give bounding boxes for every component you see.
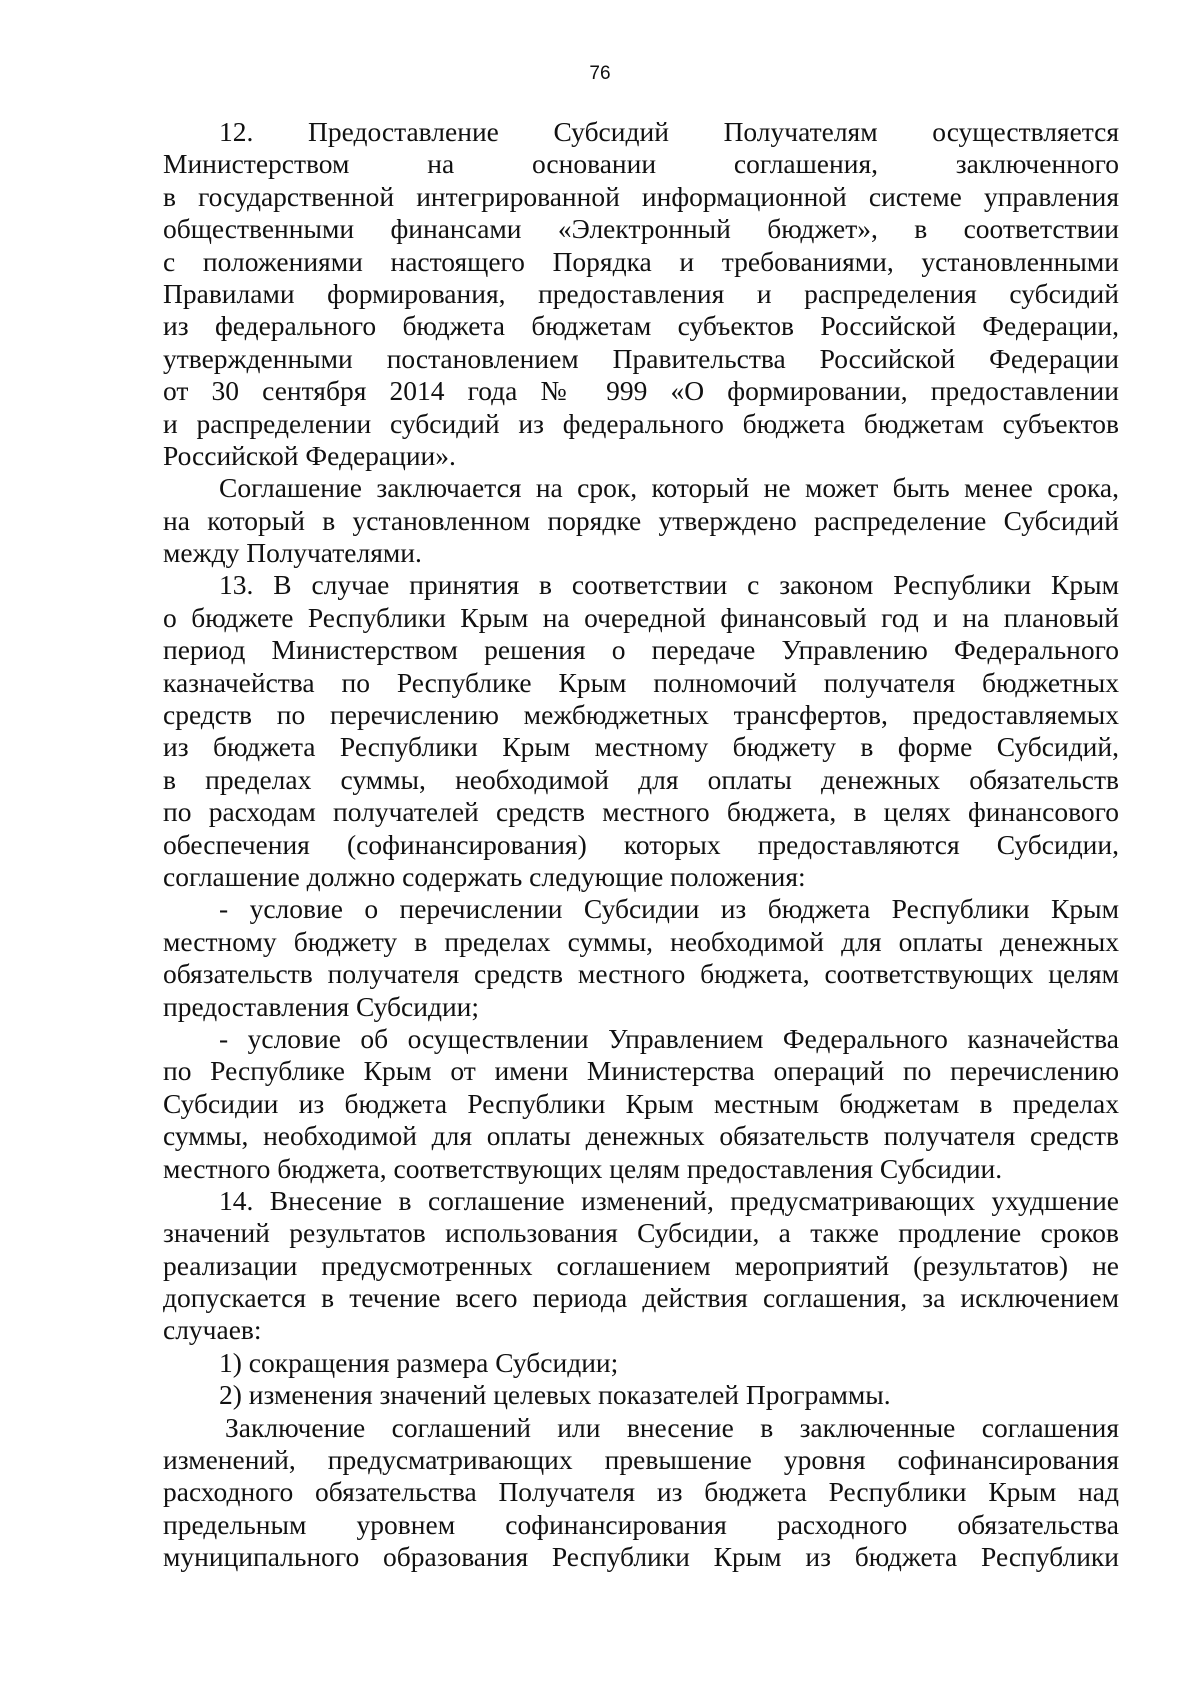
- paragraph-13-line: в пределах суммы, необходимой для оплаты денежных обязательств: [163, 763, 1119, 795]
- paragraph-13-line: из бюджета Республики Крым местному бюджету в форме Субсидий,: [163, 731, 1119, 763]
- paragraph-12-line: утвержденными постановлением Правительства Российской Федерации: [163, 342, 1119, 374]
- paragraph-14-line: случаев:: [163, 1314, 262, 1346]
- paragraph-12-line: и распределении субсидий из федерального бюджета бюджетам субъектов: [163, 407, 1119, 439]
- paragraph-14-line: значений результатов использования Субсидии, а также продление сроков: [163, 1217, 1119, 1249]
- cofinancing-paragraph-line: Заключение соглашений или внесение в заключенные соглашения: [225, 1411, 1119, 1443]
- paragraph-13-line: по расходам получателей средств местного бюджета, в целях финансового: [163, 796, 1119, 828]
- condition-transfer-line: предоставления Субсидии;: [163, 990, 480, 1022]
- agreement-term-line: Соглашение заключается на срок, который не может быть менее срока,: [219, 472, 1119, 504]
- paragraph-12-line: Министерством на основании соглашения, заключенного: [163, 148, 1119, 180]
- document-body: [163, 116, 1119, 1574]
- paragraph-13-line: 13. В случае принятия в соответствии с законом Республики Крым: [219, 569, 1119, 601]
- page-number: 76: [589, 63, 611, 84]
- paragraph-13-line: средств по перечислению межбюджетных трансфертов, предоставляемых: [163, 699, 1119, 731]
- condition-treasury-line: по Республике Крым от имени Министерства операций по перечислению: [163, 1055, 1119, 1087]
- condition-treasury-line: местного бюджета, соответствующих целям предоставления Субсидии.: [163, 1152, 1003, 1184]
- cofinancing-paragraph-line: муниципального образования Республики Крым из бюджета Республики: [163, 1541, 1119, 1573]
- paragraph-13-line: соглашение должно содержать следующие положения:: [163, 860, 806, 892]
- paragraph-12-line: общественными финансами «Электронный бюджет», в соответствии: [163, 213, 1119, 245]
- cofinancing-paragraph-line: предельным уровнем софинансирования расходного обязательства: [163, 1508, 1119, 1540]
- agreement-term-line: между Получателями.: [163, 537, 422, 569]
- paragraph-14-line: реализации предусмотренных соглашением мероприятий (результатов) не: [163, 1249, 1119, 1281]
- paragraph-12-line: в государственной интегрированной информационной системе управления: [163, 180, 1119, 212]
- paragraph-14-line: 14. Внесение в соглашение изменений, предусматривающих ухудшение: [219, 1184, 1119, 1216]
- paragraph-12-line: 12. Предоставление Субсидий Получателям осуществляется: [219, 116, 1119, 147]
- paragraph-12-line: Правилами формирования, предоставления и распределения субсидий: [163, 277, 1119, 309]
- paragraph-12-line: от 30 сентября 2014 года № 999 «О формировании, предоставлении: [163, 375, 1119, 407]
- exception-item-1: 1) сокращения размера Субсидии;: [219, 1346, 619, 1378]
- condition-transfer-line: обязательств получателя средств местного бюджета, соответствующих целям: [163, 958, 1119, 990]
- condition-treasury-line: суммы, необходимой для оплаты денежных обязательств получателя средств: [163, 1120, 1119, 1152]
- paragraph-13-line: период Министерством решения о передаче Управлению Федерального: [163, 634, 1119, 666]
- paragraph-12-line: из федерального бюджета бюджетам субъектов Российской Федерации,: [163, 310, 1119, 342]
- cofinancing-paragraph-line: изменений, предусматривающих превышение уровня софинансирования: [163, 1444, 1119, 1476]
- condition-treasury-line: Субсидии из бюджета Республики Крым местным бюджетам в пределах: [163, 1087, 1119, 1119]
- condition-transfer-line: местному бюджету в пределах суммы, необходимой для оплаты денежных: [163, 925, 1119, 957]
- cofinancing-paragraph-line: расходного обязательства Получателя из бюджета Республики Крым над: [163, 1476, 1119, 1508]
- paragraph-13-line: обеспечения (софинансирования) которых предоставляются Субсидии,: [163, 828, 1119, 860]
- agreement-term-line: на который в установленном порядке утверждено распределение Субсидий: [163, 504, 1119, 536]
- paragraph-13-line: казначейства по Республике Крым полномочий получателя бюджетных: [163, 666, 1119, 698]
- paragraph-12-line: с положениями настоящего Порядка и требованиями, установленными: [163, 245, 1119, 277]
- paragraph-12-line: Российской Федерации».: [163, 439, 456, 471]
- exception-item-2: 2) изменения значений целевых показателей Программы.: [219, 1379, 891, 1411]
- condition-treasury-line: - условие об осуществлении Управлением Федерального казначейства: [219, 1022, 1119, 1054]
- paragraph-14-line: допускается в течение всего периода действия соглашения, за исключением: [163, 1282, 1119, 1314]
- condition-transfer-line: - условие о перечислении Субсидии из бюджета Республики Крым: [219, 893, 1119, 925]
- paragraph-13-line: о бюджете Республики Крым на очередной финансовый год и на плановый: [163, 601, 1119, 633]
